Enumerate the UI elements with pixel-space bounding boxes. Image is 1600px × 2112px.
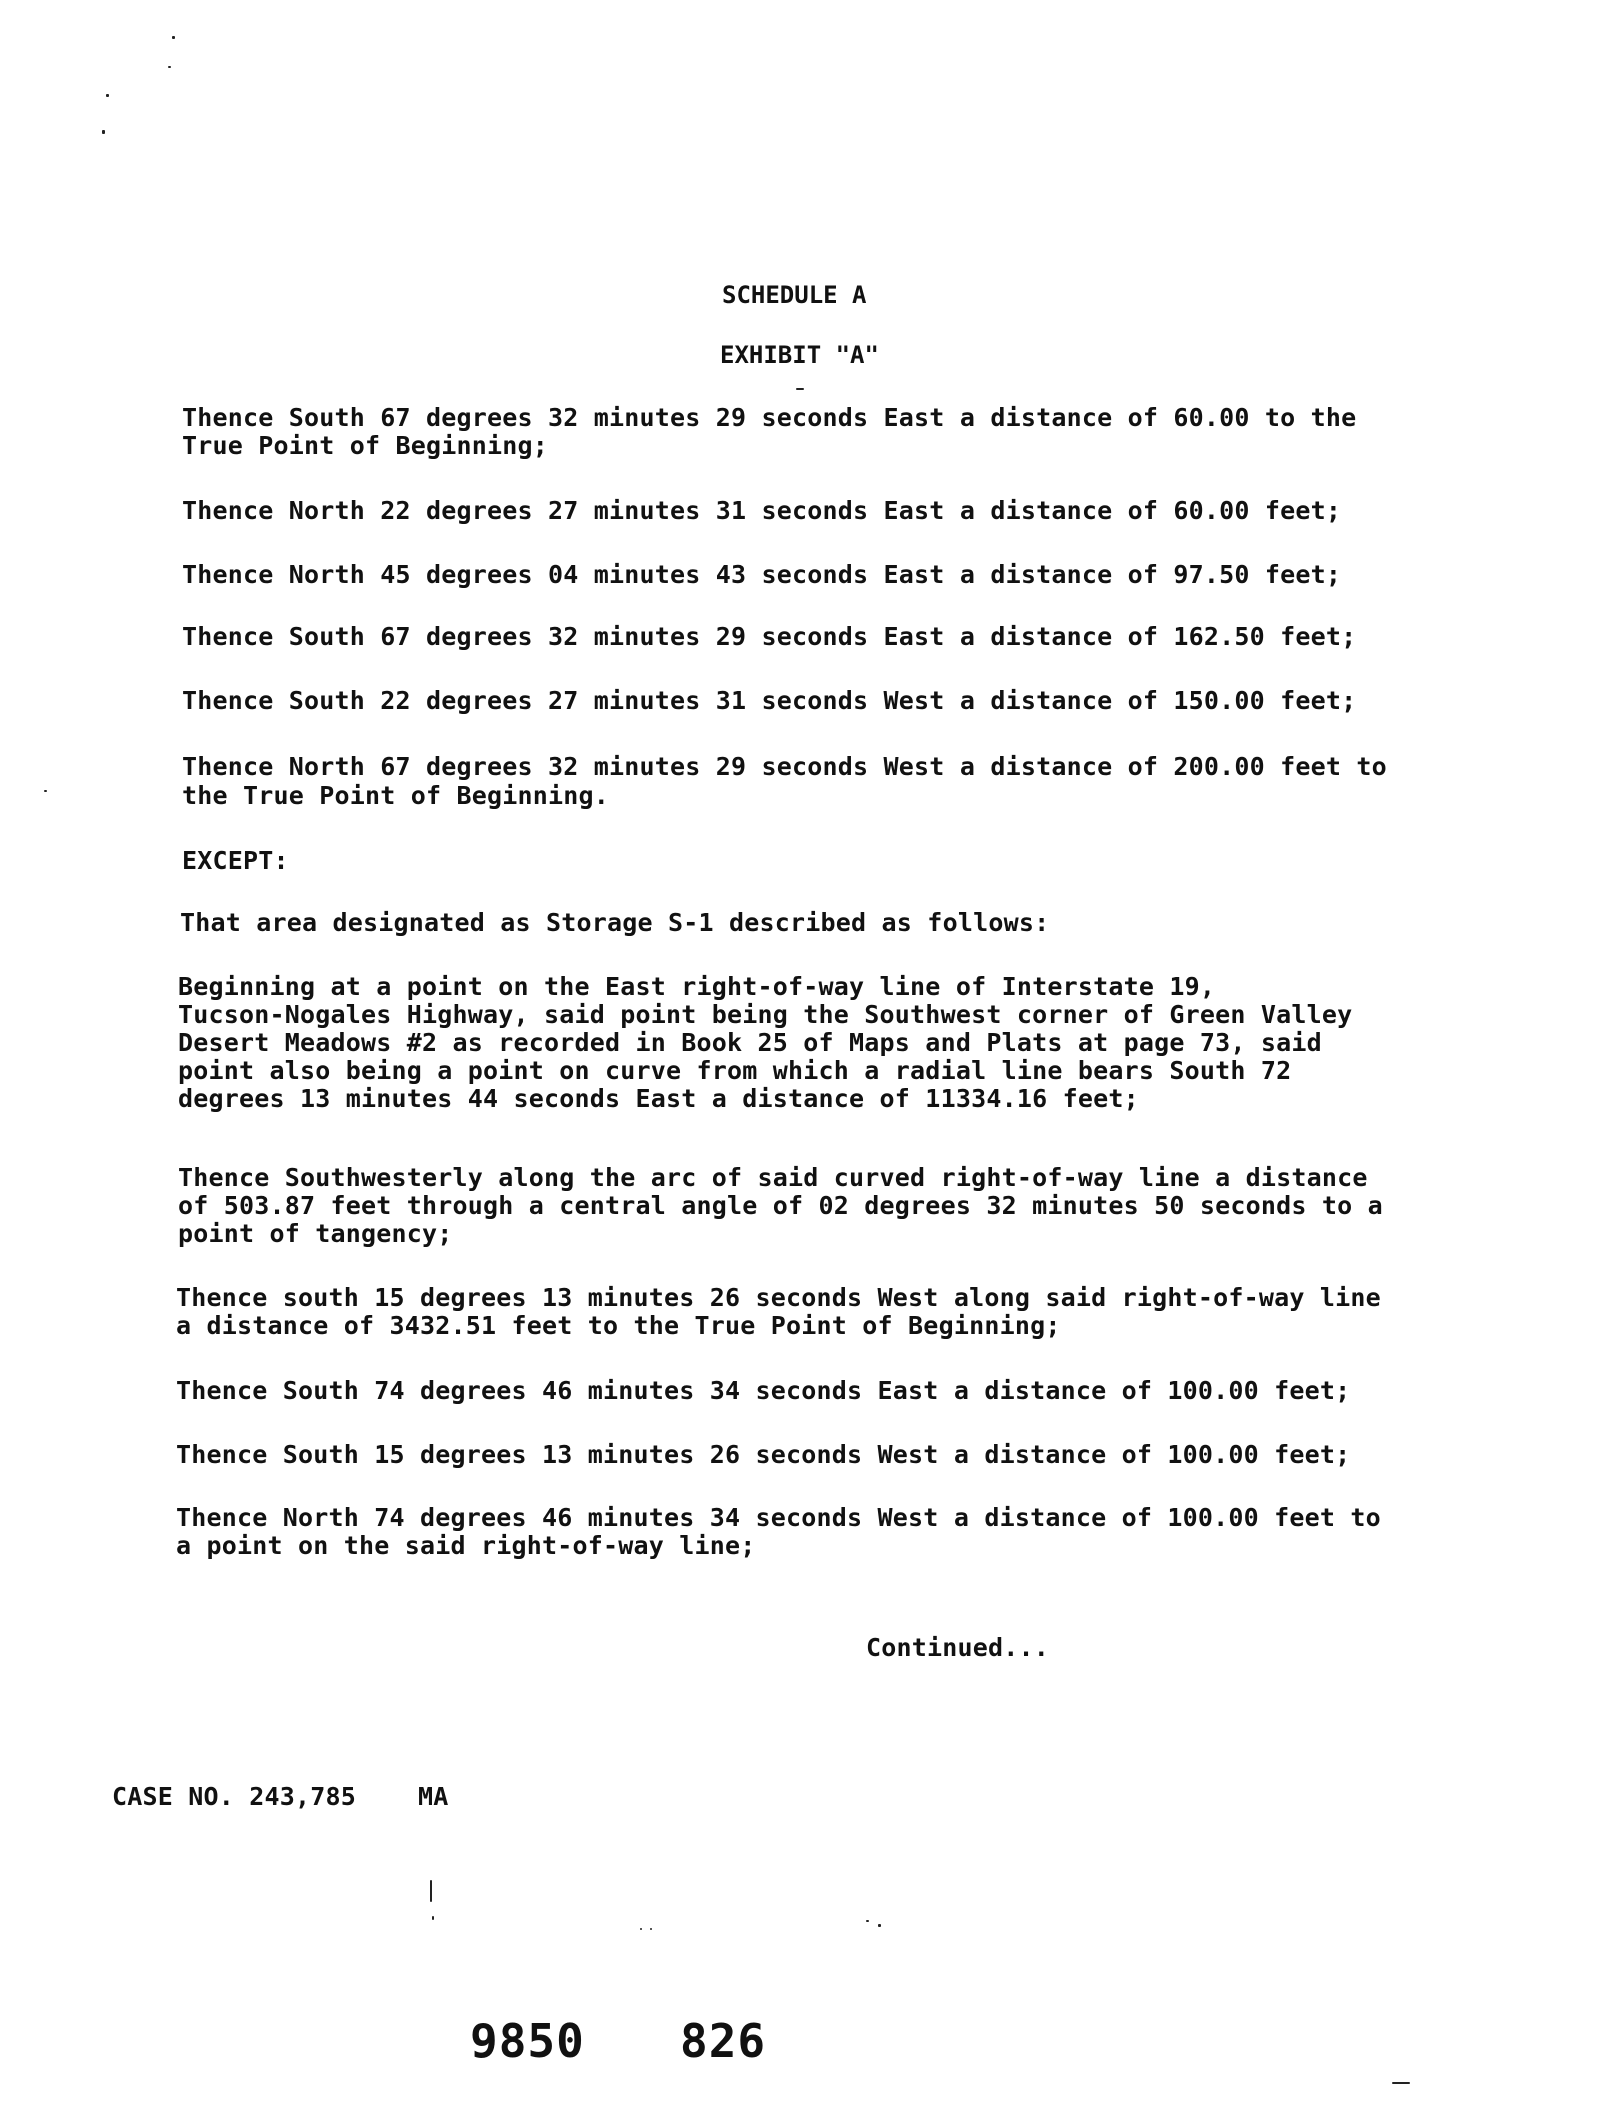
scan-speck <box>106 94 109 97</box>
paragraph-line: degrees 13 minutes 44 seconds East a distance of 11334.16 feet; <box>178 1084 1139 1113</box>
paragraph-line: That area designated as Storage S-1 described as follows: <box>180 908 1050 937</box>
scan-speck <box>44 790 47 792</box>
scan-speck <box>168 66 171 68</box>
paragraph-line: point also being a point on curve from which a radial line bears South 72 <box>178 1056 1292 1085</box>
paragraph-line: Thence North 22 degrees 27 minutes 31 seconds East a distance of 60.00 feet; <box>182 496 1342 525</box>
paragraph-line: the True Point of Beginning. <box>182 781 610 810</box>
scan-speck <box>1392 2082 1410 2084</box>
except-heading: EXCEPT: <box>182 846 289 875</box>
scan-speck <box>878 1924 881 1927</box>
scan-speck <box>866 1920 869 1922</box>
scan-speck <box>172 36 175 39</box>
scan-speck <box>650 1928 652 1930</box>
paragraph-line: Desert Meadows #2 as recorded in Book 25 of Maps and Plats at page 73, said <box>178 1028 1322 1057</box>
case-initials: MA <box>418 1782 449 1811</box>
scan-speck <box>430 1880 432 1902</box>
docket-number: 9850 <box>470 2014 585 2068</box>
paragraph-line: Thence North 67 degrees 32 minutes 29 seconds West a distance of 200.00 feet to <box>182 752 1387 781</box>
paragraph-line: Thence south 15 degrees 13 minutes 26 seconds West along said right-of-way line <box>176 1283 1381 1312</box>
scan-speck <box>432 1916 434 1920</box>
scan-speck <box>796 388 804 390</box>
paragraph-line: Thence South 74 degrees 46 minutes 34 seconds East a distance of 100.00 feet; <box>176 1376 1351 1405</box>
paragraph-line: a distance of 3432.51 feet to the True Point of Beginning; <box>176 1311 1061 1340</box>
paragraph-line: a point on the said right-of-way line; <box>176 1531 756 1560</box>
continued-note: Continued... <box>866 1633 1050 1662</box>
paragraph-line: Thence South 15 degrees 13 minutes 26 seconds West a distance of 100.00 feet; <box>176 1440 1351 1469</box>
exhibit-title: EXHIBIT "A" <box>720 341 879 369</box>
paragraph-line: point of tangency; <box>178 1219 453 1248</box>
scan-speck <box>640 1928 642 1930</box>
paragraph-line: Thence South 67 degrees 32 minutes 29 seconds East a distance of 60.00 to the <box>182 403 1357 432</box>
scan-speck <box>102 130 105 134</box>
paragraph-line: Thence Southwesterly along the arc of said curved right-of-way line a distance <box>178 1163 1368 1192</box>
schedule-title: SCHEDULE A <box>722 281 867 309</box>
paragraph-line: Thence South 67 degrees 32 minutes 29 seconds East a distance of 162.50 feet; <box>182 622 1357 651</box>
paragraph-line: Beginning at a point on the East right-of-way line of Interstate 19, <box>178 972 1216 1001</box>
paragraph-line: Thence North 45 degrees 04 minutes 43 seconds East a distance of 97.50 feet; <box>182 560 1342 589</box>
paragraph-line: True Point of Beginning; <box>182 431 549 460</box>
paragraph-line: of 503.87 feet through a central angle of 02 degrees 32 minutes 50 seconds to a <box>178 1191 1383 1220</box>
paragraph-line: Thence North 74 degrees 46 minutes 34 seconds West a distance of 100.00 feet to <box>176 1503 1381 1532</box>
paragraph-line: Thence South 22 degrees 27 minutes 31 seconds West a distance of 150.00 feet; <box>182 686 1357 715</box>
case-number: CASE NO. 243,785 <box>112 1782 357 1811</box>
paragraph-line: Tucson-Nogales Highway, said point being the Southwest corner of Green Valley <box>178 1000 1353 1029</box>
page-number: 826 <box>680 2014 767 2068</box>
